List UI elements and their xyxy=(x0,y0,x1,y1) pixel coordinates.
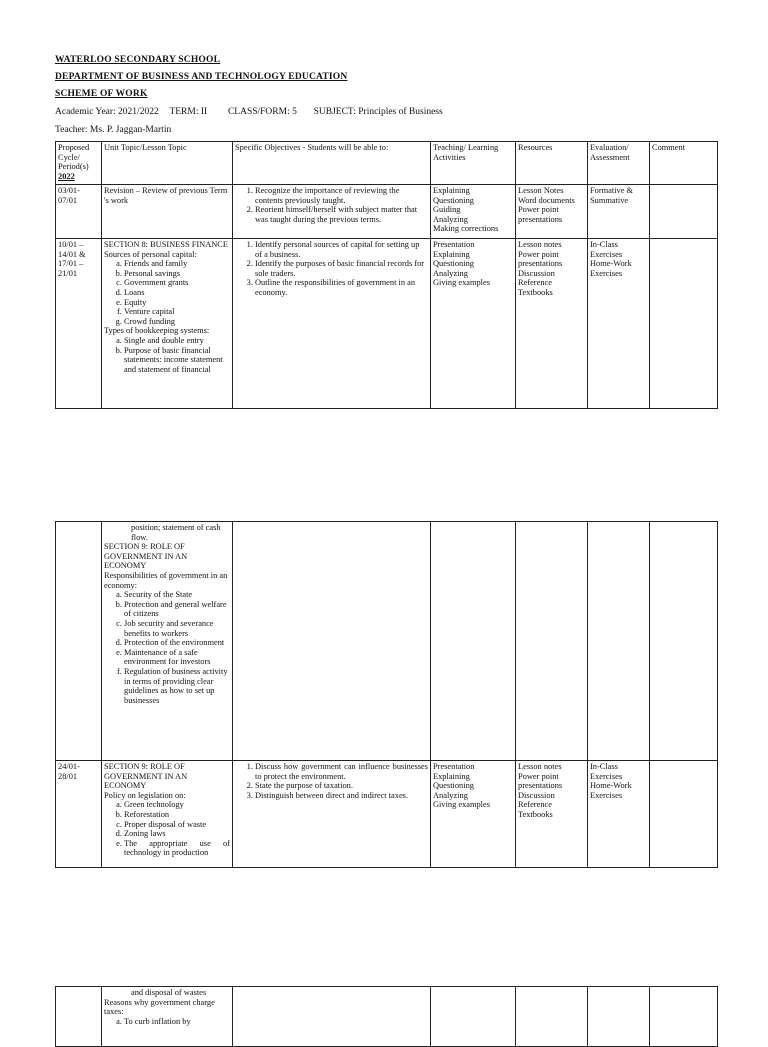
bookkeeping-heading: Types of bookkeeping systems: xyxy=(104,326,210,336)
list-item: b. Personal savings xyxy=(124,269,230,279)
objective: 1. Discuss how government can influence businesses to protect the environment. xyxy=(255,762,428,781)
term: TERM: II xyxy=(169,107,208,117)
resources-cell: Lesson notes Power point presentations Discussion Reference Textbooks xyxy=(516,239,588,409)
topic-cell: Revision – Review of previous Term 's work xyxy=(102,185,233,239)
period-cell: 24/01- 28/01 xyxy=(56,761,102,868)
objective: 2. Identify the purposes of basic financial records for sole traders. xyxy=(255,259,428,278)
list-item: a. Friends and family xyxy=(124,259,230,269)
topic-cell xyxy=(102,239,233,409)
list-item: g. Crowd funding xyxy=(124,317,230,327)
objective: 3. Distinguish between direct and indirect taxes. xyxy=(255,791,428,801)
resources-cell xyxy=(516,987,588,1047)
academic-year: Academic Year: 2021/2022 xyxy=(55,107,159,117)
list-item: f. Regulation of business activity in terms of providing clear guidelines as how to set up businesses xyxy=(124,667,230,705)
objectives-cell xyxy=(233,185,431,239)
list-item: b. Reforestation xyxy=(124,810,230,820)
objectives-cell xyxy=(233,987,431,1047)
department-name: DEPARTMENT OF BUSINESS AND TECHNOLOGY EDUCATION xyxy=(55,72,348,82)
activities-cell: Explaining Questioning Guiding Analyzing Making corrections xyxy=(431,185,516,239)
reasons-heading: Reasons why government charge taxes: xyxy=(104,997,215,1017)
list-item: f. Venture capital xyxy=(124,307,230,317)
list-item: b. Purpose of basic financial statements: income statement and statement of financial xyxy=(124,346,230,375)
activities-cell xyxy=(431,987,516,1047)
list-item: c. Government grants xyxy=(124,278,230,288)
evaluation-cell: In-Class Exercises Home-Work Exercises xyxy=(588,239,650,409)
objectives-cell xyxy=(233,522,431,761)
course-info xyxy=(55,107,443,118)
table-row xyxy=(56,761,718,868)
activities-cell: Presentation Explaining Questioning Analyzing Giving examples xyxy=(431,239,516,409)
topic-cell xyxy=(102,761,233,868)
col-evaluation-header: Evaluation/ Assessment xyxy=(588,142,650,185)
table-row xyxy=(56,987,718,1047)
objectives-cell xyxy=(233,239,431,409)
topic-cell xyxy=(102,522,233,761)
class-form: CLASS/FORM: 5 xyxy=(227,107,297,117)
evaluation-cell xyxy=(588,987,650,1047)
list-item: a. To curb inflation by xyxy=(124,1017,230,1027)
col-activities-header: Teaching/ Learning Activities xyxy=(431,142,516,185)
objective: 2. Reorient himself/herself with subject matter that was taught during the previous terms. xyxy=(255,205,428,224)
section-title: SECTION 9: ROLE OF GOVERNMENT IN AN ECONOMY xyxy=(104,762,188,791)
list-item: e. Maintenance of a safe environment for investors xyxy=(124,648,230,667)
col-resources-header: Resources xyxy=(516,142,588,185)
objective: 2. State the purpose of taxation. xyxy=(255,781,428,791)
table-header-row xyxy=(56,142,718,185)
comment-cell xyxy=(650,761,718,868)
subject: SUBJECT: Principles of Business xyxy=(313,107,443,117)
period-cell xyxy=(56,987,102,1047)
policy-heading: Policy on legislation on: xyxy=(104,790,186,800)
col-topic-header: Unit Topic/Lesson Topic xyxy=(102,142,233,185)
evaluation-cell: In-Class Exercises Home-Work Exercises xyxy=(588,761,650,868)
list-item: a. Security of the State xyxy=(124,590,230,600)
period-cell: 03/01- 07/01 xyxy=(56,185,102,239)
comment-cell xyxy=(650,522,718,761)
comment-cell xyxy=(650,239,718,409)
list-item: d. Zoning laws xyxy=(124,829,230,839)
continuation-text: and disposal of wastes xyxy=(131,988,207,997)
evaluation-cell xyxy=(588,522,650,761)
resources-cell xyxy=(516,522,588,761)
teacher-name: Teacher: Ms. P. Jaggan-Martin xyxy=(55,125,172,135)
period-cell xyxy=(56,522,102,761)
col-period-header: Proposed Cycle/ Period(s) 2022 xyxy=(56,142,102,185)
continuation-text: position; statement of cash flow. xyxy=(131,523,221,542)
period-cell: 10/01 – 14/01 & 17/01 – 21/01 xyxy=(56,239,102,409)
objective: 1. Recognize the importance of reviewing the contents previously taught. xyxy=(255,186,428,205)
list-item: d. Protection of the environment xyxy=(124,638,230,648)
list-item: a. Green technology xyxy=(124,800,230,810)
section-title: SECTION 8: BUSINESS FINANCE xyxy=(104,240,229,249)
objective: 3. Outline the responsibilities of government in an economy. xyxy=(255,278,428,297)
comment-cell xyxy=(650,185,718,239)
list-item: a. Single and double entry xyxy=(124,336,230,346)
scheme-table-page1 xyxy=(55,141,718,409)
scheme-table-page2 xyxy=(55,521,718,868)
section-title: SECTION 9: ROLE OF GOVERNMENT IN AN ECONOMY xyxy=(104,542,188,571)
table-row xyxy=(56,522,718,761)
table-row xyxy=(56,185,718,239)
topic-cell xyxy=(102,987,233,1047)
col-comment-header: Comment xyxy=(650,142,718,185)
list-item: e. The appropriate use of technology in production xyxy=(124,839,230,858)
list-item: d. Loans xyxy=(124,288,230,298)
list-item: c. Job security and severance benefits to workers xyxy=(124,619,230,638)
list-item: b. Protection and general welfare of citizens xyxy=(124,600,230,619)
scheme-table-page3 xyxy=(55,986,718,1047)
responsibilities-heading: Responsibilities of government in an economy: xyxy=(104,570,228,590)
activities-cell xyxy=(431,522,516,761)
comment-cell xyxy=(650,987,718,1047)
objectives-cell xyxy=(233,761,431,868)
school-name: WATERLOO SECONDARY SCHOOL xyxy=(55,55,221,65)
activities-cell: Presentation Explaining Questioning Analyzing Giving examples xyxy=(431,761,516,868)
table-row xyxy=(56,239,718,409)
list-item: e. Equity xyxy=(124,298,230,308)
list-item: c. Proper disposal of waste xyxy=(124,820,230,830)
objective: 1. Identify personal sources of capital for setting up of a business. xyxy=(255,240,428,259)
resources-cell: Lesson notes Power point presentations Discussion Reference Textbooks xyxy=(516,761,588,868)
evaluation-cell: Formative & Summative xyxy=(588,185,650,239)
col-objectives-header: Specific Objectives - Students will be able to: xyxy=(233,142,431,185)
sources-heading: Sources of personal capital: xyxy=(104,249,197,259)
resources-cell: Lesson Notes Word documents Power point presentations xyxy=(516,185,588,239)
scheme-title: SCHEME OF WORK xyxy=(55,89,148,99)
